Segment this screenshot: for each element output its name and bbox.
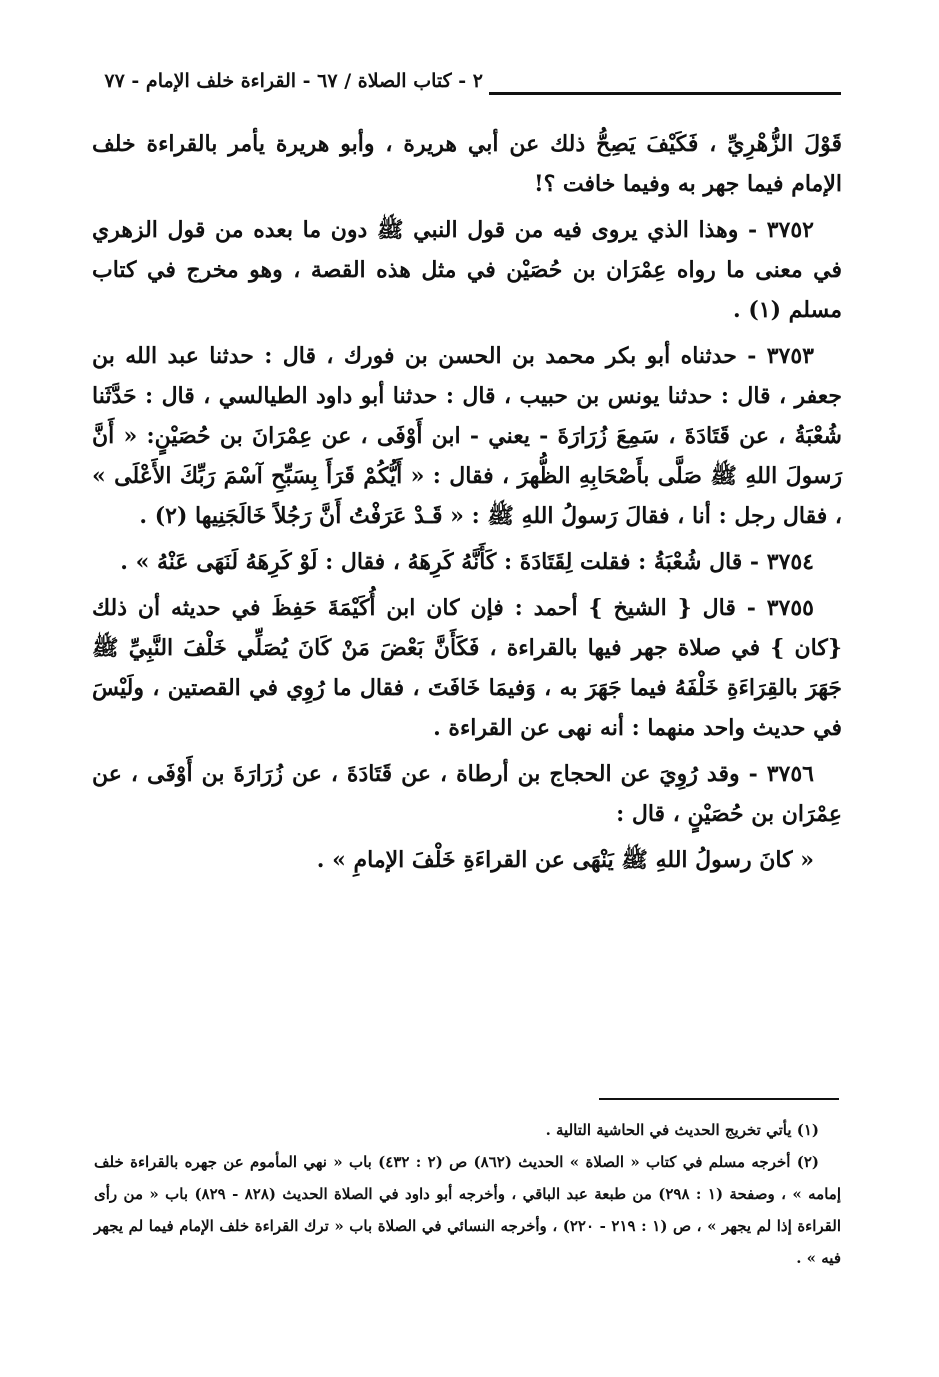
page-header (96, 66, 841, 100)
running-head: ٢ - كتاب الصلاة / ٦٧ - القراءة خلف الإمام - ٧٧ (104, 70, 483, 92)
paragraph-3754: ٣٧٥٤ - قال شُعْبَةُ : فقلت لِقَتَادَةَ : كَأَنَّهُ كَرِهَهُ ، فقال : لَوْ كَرِهَهُ لَنَهَى عَنْهُ » . (120, 549, 814, 575)
paragraph-3756: ٣٧٥٦ - وقد رُوِيَ عن الحجاج بن أرطاة ، عن قَتَادَةَ ، عن زُرَارَةَ بن أَوْفَى ، عن عِمْرَان بن حُصَيْنٍ ، قال : (92, 761, 842, 827)
footnote-1: (١) يأتي تخريج الحديث في الحاشية التالية . (545, 1121, 819, 1139)
paragraph-3755: ٣٧٥٥ - قال { الشيخ } أحمد : فإن كان ابن أُكَيْمَةَ حَفِظَ في حديثه أن ذلك {كان } في صلاة جهر فيها بالقراءة ، فَكَأَنَّ بَعْضَ مَنْ كَانَ يُصَلِّي خَلْفَ النَّبِيِّ ﷺ جَهَرَ بالقِرَاءَةِ خَلْفَهُ فيما جَهَرَ به ، وَفيمَا خَافَتَ ، فقال ما رُوِي في القصتين ، ولَيْسَ في حديث واحد منهما : أنه نهى عن القراءة . (92, 595, 842, 741)
main-text (92, 124, 842, 886)
hadith-quote: « كانَ رسولُ اللهِ ﷺ يَنْهَى عن القراءَةِ خَلْفَ الإمامِ » . (316, 847, 814, 873)
footnote-separator (599, 1098, 839, 1100)
paragraph-3753: ٣٧٥٣ - حدثناه أبو بكر محمد بن الحسن بن فورك ، قال : حدثنا عبد الله بن جعفر ، قال : حدثنا يونس بن حبيب ، قال : حدثنا أبو داود الطيالسي ، قال : حَدَّثَنا شُعْبَةُ ، عن قَتَادَةَ ، سَمِعَ زُرَارَةَ - يعني - ابن أَوْفَى ، عن عِمْرَانَ بن حُصَيْنٍ: « أَنَّ رَسولَ اللهِ ﷺ صَلَّى بأَصْحَابِهِ الظُّهرَ ، فقال : « أَيُّكُمْ قَرَأَ بِسَبِّحِ آسْمَ رَبِّكَ الأَعْلَى » ، فقال رجل : أنا ، فقالَ رَسولُ اللهِ ﷺ : « قَـدْ عَرَفْتُ أَنَّ رَجُلاً خَالَجَنِيها (٢) . (92, 343, 842, 529)
paragraph-3752: ٣٧٥٢ - وهذا الذي يروى فيه من قول النبي ﷺ دون ما بعده من قول الزهري في معنى ما رواه عِمْرَان بن حُصَيْن في مثل هذه القصة ، وهو مخرج في كتاب مسلم (١) . (92, 217, 842, 323)
footnotes (94, 1114, 841, 1274)
paragraph-continuation: قَوْلَ الزُّهْرِيِّ ، فَكَيْفَ يَصِحُّ ذلك عن أبي هريرة ، وأبو هريرة يأمر بالقراءة خلف الإمام فيما جهر به وفيما خافت ؟! (92, 131, 842, 197)
footnote-2: (٢) أخرجه مسلم في كتاب « الصلاة » الحديث (٨٦٢) ص (٢ : ٤٣٢) باب « نهي المأموم عن جهره بالقراءة خلف إمامه » ، وصفحة (١ : ٢٩٨) من طبعة عبد الباقي ، وأخرجه أبو داود في الصلاة الحديث (٨٢٨ - ٨٢٩) باب « من رأى القراءة إذا لم يجهر » ، ص (١ : ٢١٩ - ٢٢٠) ، وأخرجه النسائي في الصلاة باب « ترك القراءة خلف الإمام فيما لم يجهر فيه » . (94, 1153, 841, 1267)
header-rule (489, 92, 841, 95)
